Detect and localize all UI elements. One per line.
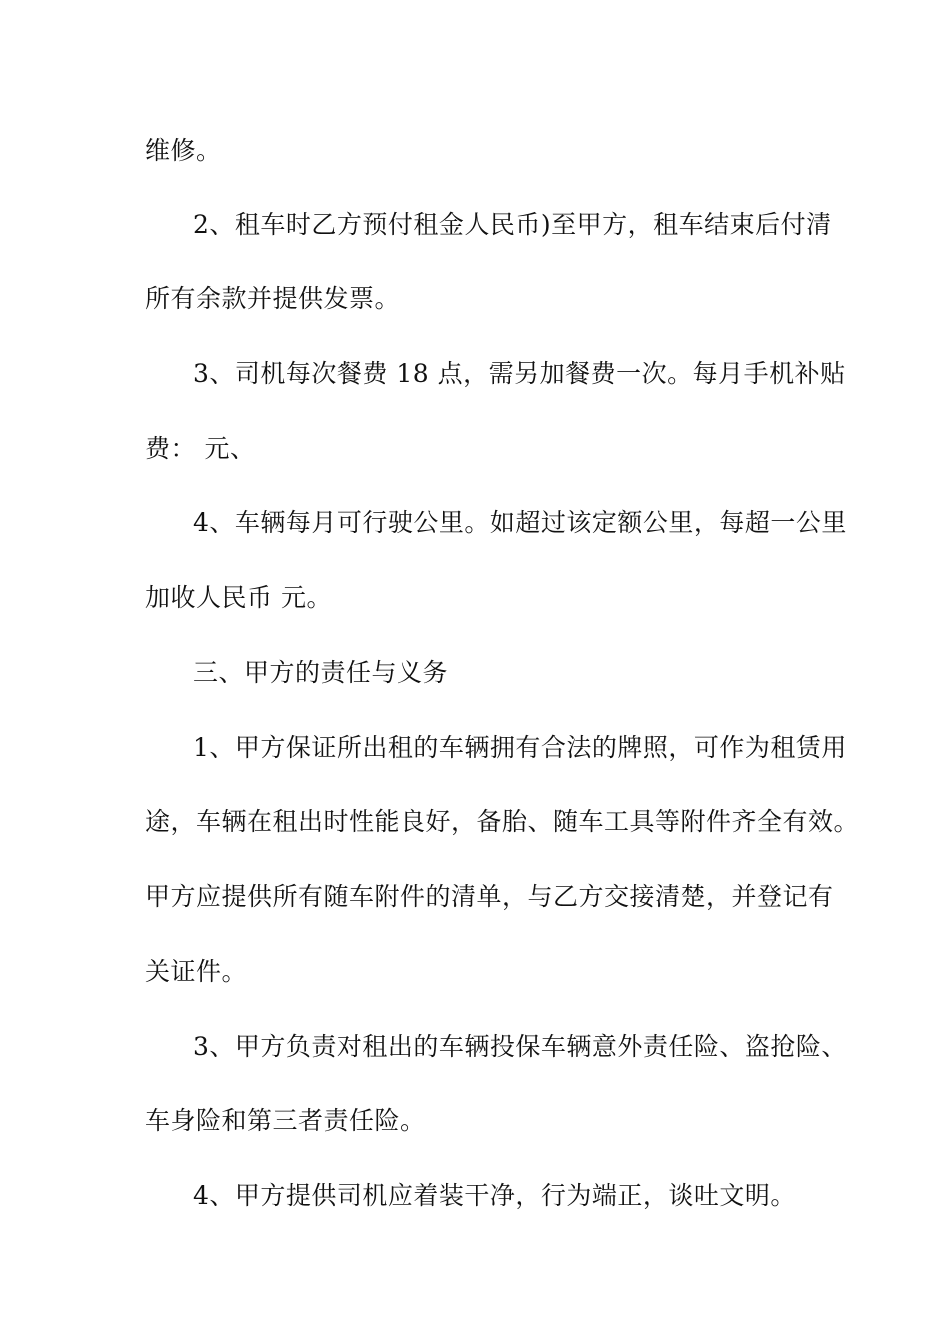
party-a-clause-1-line-1: 1、甲方保证所出租的车辆拥有合法的牌照，可作为租赁用 — [193, 733, 847, 762]
text-line: 维修。 — [145, 136, 222, 165]
party-a-clause-3-line-1: 3、甲方负责对租出的车辆投保车辆意外责任险、盗抢险、 — [193, 1032, 847, 1061]
clause-4-line-1: 4、车辆每月可行驶公里。如超过该定额公里，每超一公里 — [193, 508, 847, 537]
clause-3-line-1: 3、司机每次餐费 18 点，需另加餐费一次。每月手机补贴 — [193, 359, 846, 388]
clause-3-line-2: 费： 元、 — [145, 434, 256, 463]
party-a-clause-1-line-3: 甲方应提供所有随车附件的清单，与乙方交接清楚，并登记有 — [145, 882, 834, 911]
party-a-clause-3-line-2: 车身险和第三者责任险。 — [145, 1106, 426, 1135]
party-a-clause-1-line-4: 关证件。 — [145, 957, 248, 986]
party-a-clause-1-line-2: 途，车辆在租出时性能良好，备胎、随车工具等附件齐全有效。 — [145, 807, 860, 836]
clause-2-line-1: 2、租车时乙方预付租金人民币)至甲方，租车结束后付清 — [193, 210, 832, 239]
party-a-clause-4-line-1: 4、甲方提供司机应着装干净，行为端正，谈吐文明。 — [193, 1181, 796, 1210]
section-heading: 三、甲方的责任与义务 — [193, 658, 449, 687]
clause-2-line-2: 所有余款并提供发票。 — [145, 284, 401, 313]
clause-4-line-2: 加收人民币 元。 — [145, 583, 332, 612]
